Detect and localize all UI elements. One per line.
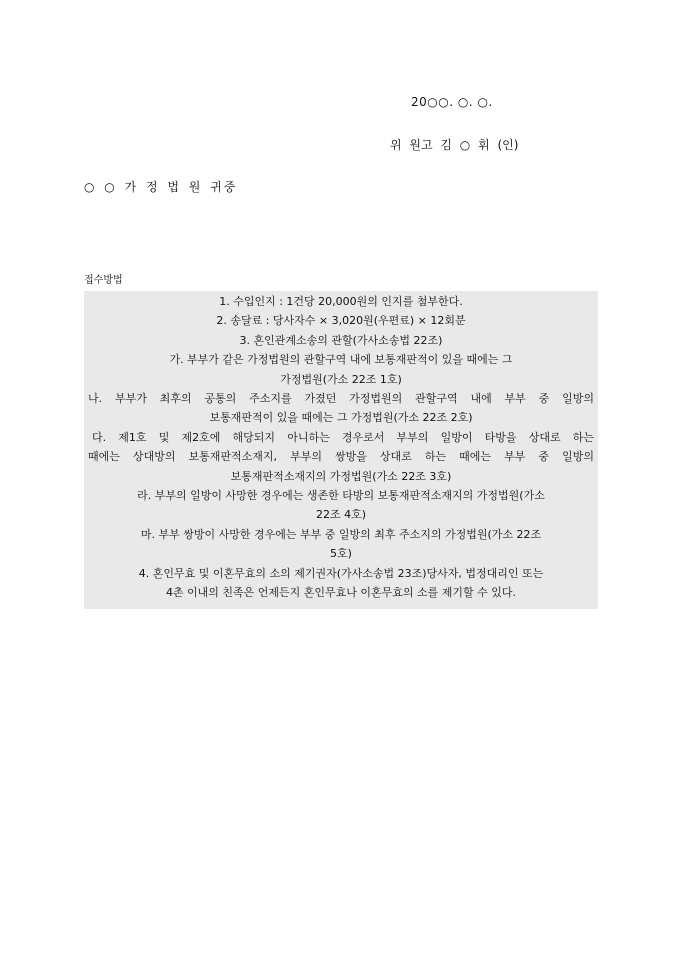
standing-line-2: 4촌 이내의 친족은 언제든지 혼인무효나 이혼무효의 소를 제기할 수 있다. bbox=[165, 586, 517, 600]
jurisdiction-item-da-line-2: 때에는 상대방의 보통재판적소재지, 부부의 쌍방을 상대로 하는 때에는 부부 중 일방의 bbox=[88, 450, 594, 464]
applicant-signature: 위 원고 김 ○ 휘 (인) bbox=[390, 138, 519, 152]
jurisdiction-item-ra-line-1: 라. 부부의 일방이 사망한 경우에는 생존한 타방의 보통재판적소재지의 가정법원(가소 bbox=[137, 489, 545, 503]
filing-method-box bbox=[84, 291, 598, 609]
jurisdiction-item-da-line-1: 다. 제1호 및 제2호에 해당되지 아니하는 경우로서 부부의 일방이 타방을 상대로 하는 bbox=[92, 430, 594, 444]
jurisdiction-item-na-line-2: 보통재판적이 있을 때에는 그 가정법원(가소 22조 2호) bbox=[209, 411, 473, 425]
jurisdiction-item-ga-line-1: 가. 부부가 같은 가정법원의 관할구역 내에 보통재판적이 있을 때에는 그 bbox=[169, 353, 513, 367]
court-addressee: ○ ○ 가 정 법 원 귀중 bbox=[84, 180, 238, 194]
jurisdiction-heading-line: 3. 혼인관계소송의 관할(가사소송법 22조) bbox=[239, 333, 443, 347]
jurisdiction-item-ma-line-2: 5호) bbox=[330, 547, 352, 561]
jurisdiction-item-da-line-3: 보통재판적소재지의 가정법원(가소 22조 3호) bbox=[230, 469, 452, 483]
filing-date: 20○○. ○. ○. bbox=[411, 95, 493, 109]
standing-line-1: 4. 혼인무효 및 이혼무효의 소의 제기권자(가사소송법 23조)당사자, 법정대리인 또는 bbox=[138, 566, 544, 580]
jurisdiction-item-ga-line-2: 가정법원(가소 22조 1호) bbox=[280, 372, 402, 386]
jurisdiction-item-ra-line-2: 22조 4호) bbox=[315, 508, 367, 522]
jurisdiction-item-na-line-1: 나. 부부가 최후의 공통의 주소지를 가졌던 가정법원의 관할구역 내에 부부 중 일방의 bbox=[88, 392, 594, 406]
service-fee-line: 2. 송달료 : 당사자수 × 3,020원(우편료) × 12회분 bbox=[216, 314, 466, 328]
filing-method-heading: 접수방법 bbox=[84, 275, 123, 286]
jurisdiction-item-ma-line-1: 마. 부부 쌍방이 사망한 경우에는 부부 중 일방의 최후 주소지의 가정법원(가소 22조 bbox=[140, 527, 542, 541]
stamp-fee-line: 1. 수입인지 : 1건당 20,000원의 인지를 첨부한다. bbox=[219, 295, 463, 308]
